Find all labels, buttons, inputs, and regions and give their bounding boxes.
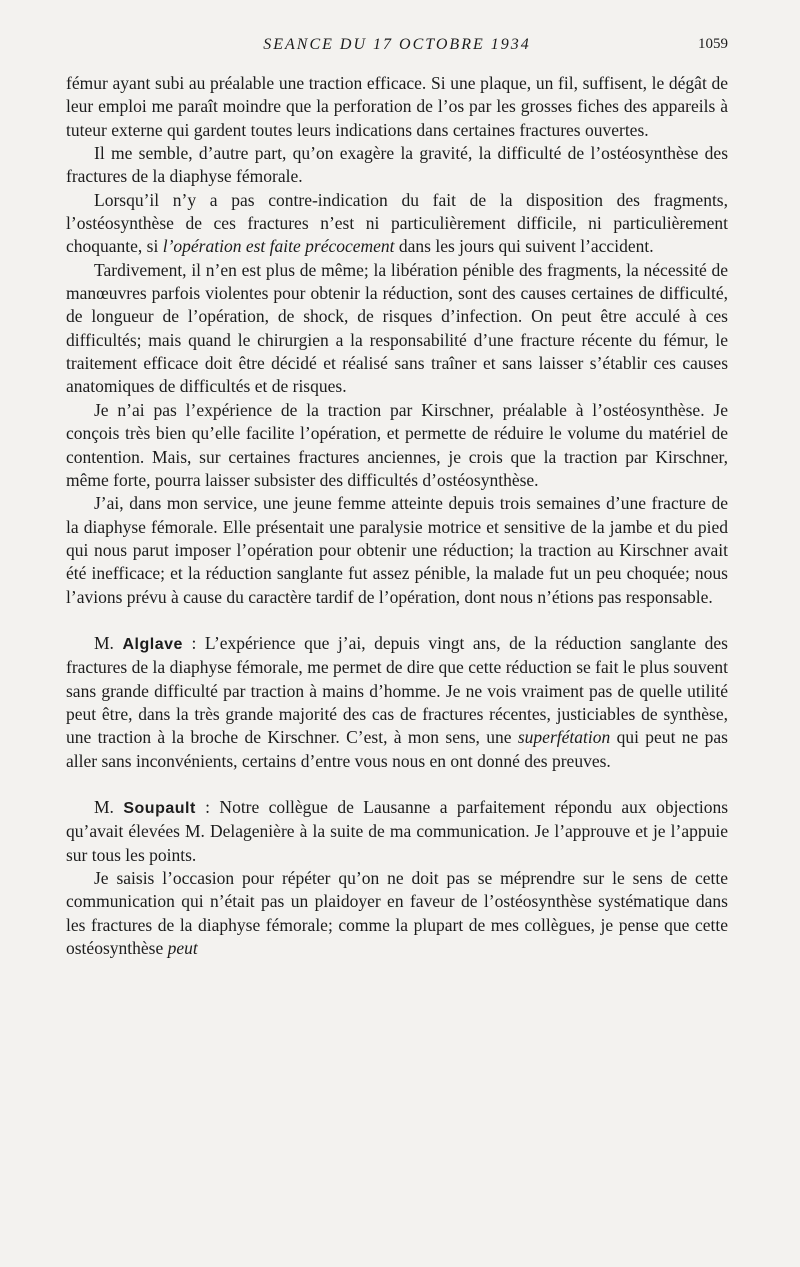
speaker-alglave: Alglave [122, 635, 183, 653]
alglave-text-b: qui peut ne pas aller sans inconvénients, certains d’entre vous nous en ont donné des preuves. [66, 727, 728, 771]
alglave-emphasis: superfétation [517, 727, 611, 748]
paragraph-3-text-a: Lorsqu’il n’y a pas contre-indication du fait de la disposition des fragments, l’ostéosynthèse de ces fractures n’est ni particulièrement difficile, ni particulièrement choquante, si [66, 189, 728, 257]
body-text [66, 72, 728, 960]
paragraph-9 [66, 867, 728, 960]
paragraph-3-text-b: dans les jours qui suivent l’accident. [394, 236, 654, 257]
paragraph-1: fémur ayant subi au préalable une traction efficace. Si une plaque, un fil, suffisent, le dégât de leur emploi me paraît moindre que la perforation de l’os par les grosses fiches des appareils à tuteur externe qui gardent toutes leurs indications dans certaines fractures ouvertes. [66, 73, 728, 140]
paragraph-6: J’ai, dans mon service, une jeune femme atteinte depuis trois semaines d’une fracture de la diaphyse fémorale. Elle présentait une paralysie motrice et sensitive de la jambe et du pied qui nous parut imposer l’opération pour obtenir une réduction; la traction au Kirschner avait été inefficace; et la réduction sanglante fut assez pénible, la malade fut un peu choquée; nous l’avions prévu à cause du caractère tardif de l’opération, dont nous n’étions pas responsable. [66, 493, 728, 607]
paragraph-9-emphasis: peut [167, 938, 198, 959]
paragraph-soupault [66, 796, 728, 867]
paragraph-5: Je n’ai pas l’expérience de la traction par Kirschner, préalable à l’ostéosynthèse. Je conçois très bien qu’elle facilite l’opération, et permette de réduire le volume du matériel de contention. Mais, sur certaines fractures anciennes, je crois que la traction par Kirschner, même forte, pourra laisser subsister des difficultés d’ostéosynthèse. [66, 399, 728, 490]
alglave-prefix: M. [94, 632, 123, 653]
paragraph-2: Il me semble, d’autre part, qu’on exagère la gravité, la difficulté de l’ostéosynthèse des fractures de la diaphyse fémorale. [66, 143, 728, 187]
paragraph-4: Tardivement, il n’en est plus de même; la libération pénible des fragments, la nécessité de manœuvres parfois violentes pour obtenir la réduction, sont des causes certaines de difficulté, de longueur de l’opération, de shock, de risques d’infection. On peut être acculé à ces difficultés; mais quand le chirurgien a la responsabilité d’une fracture récente du fémur, le traitement efficace doit être décidé et réalisé sans traîner et sans laisser s’établir ces causes anatomiques de difficultés et de risques. [66, 259, 728, 397]
running-header [66, 32, 728, 56]
paragraph-9-text: Je saisis l’occasion pour répéter qu’on ne doit pas se méprendre sur le sens de cette communication qui n’était pas un plaidoyer en faveur de l’ostéosynthèse systématique dans les fractures de la diaphyse fémorale; comme la plupart de mes collègues, je pense que cette ostéosynthèse [66, 868, 728, 959]
alglave-text-a: : L’expérience que j’ai, depuis vingt ans, de la réduction sanglante des fractures de la diaphyse fémorale, me permet de dire que cette réduction se fait le plus souvent sans grande difficulté par traction à mains d’homme. Je ne vois vraiment pas de quelle utilité peut être, dans la très grande majorité des cas de fractures récentes, justiciables de synthèse, une traction à la broche de Kirschner. C’est, à mon sens, une [66, 632, 728, 748]
paragraph-3 [66, 189, 728, 259]
paragraph-alglave [66, 632, 728, 773]
paragraph-3-emphasis: l’opération est faite précocement [162, 236, 395, 257]
soupault-text: : Notre collègue de Lausanne a parfaitement répondu aux objections qu’avait élevées M. Delagenière à la suite de ma communication. Je l’approuve et je l’appuie sur tous les points. [66, 796, 729, 865]
speaker-soupault: Soupault [123, 799, 196, 817]
running-title: SEANCE DU 17 OCTOBRE 1934 [263, 36, 531, 53]
page-number: 1059 [698, 36, 728, 52]
soupault-prefix: M. [94, 796, 124, 817]
